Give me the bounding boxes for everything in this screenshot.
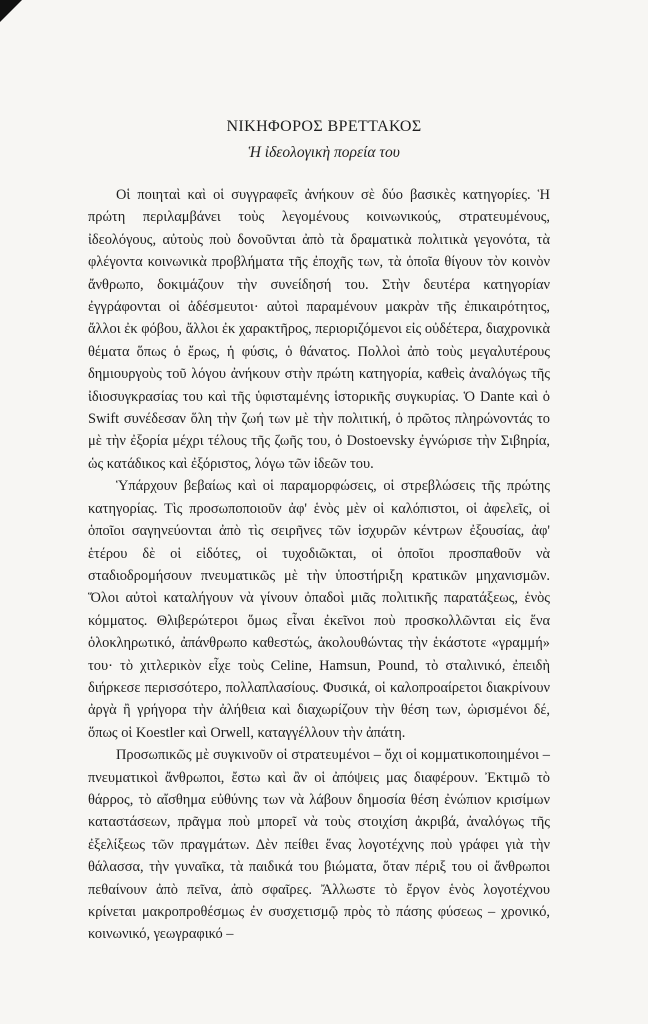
paragraph: Ὑπάρχουν βεβαίως καὶ οἱ παραμορφώσεις, οἱ στρεβλώσεις τῆς πρώτης κατηγορίας. Τὶς προσωποποιοῦν ἀφ' ἑνὸς μὲν οἱ καλόπιστοι, οἱ ἀφελεῖς, οἱ ὁποῖοι σαγηνεύονται ἀπὸ τὶς σειρῆνες τῶν ἰσχυρῶν κέντρων ἐξουσίας, ἀφ' ἑτέρου δὲ οἱ εἰδότες, οἱ τυχοδιῶκται, οἱ ὁποῖοι προσπαθοῦν νὰ σταδιοδρομήσουν πνευματικῶς μὲ τὴν ὑποστήριξη κρατικῶν μηχανισμῶν. Ὅλοι αὐτοὶ καταλήγουν νὰ γίνουν ὀπαδοὶ μιᾶς πολιτικῆς παρατάξεως, ἑνὸς κόμματος. Θλιβερώτεροι ὅμως εἶναι ἐκεῖνοι ποὺ προσκολλῶνται εἰς ἕνα ὁλοκληρωτικό, ἀπάνθρωπο καθεστώς, ἀκολουθώντας τὴν ἑκάστοτε «γραμμή» του· τὸ χιτλερικὸν εἶχε τοὺς Celine, Hamsun, Pound, τὸ σταλινικό, ἐπειδὴ διήρκεσε περισσότερο, πολλαπλασίους. Φυσικά, οἱ καλοπροαίρετοι διακρίνουν ἀργὰ ἢ γρήγορα τὴν ἀλήθεια καὶ διαχωρίζουν τὴν θέση των, ὡρισμένοι δέ, ὅπως οἱ Koestler καὶ Orwell, καταγγέλλουν τὴν ἀπάτη. [88, 478, 550, 741]
paragraph: Οἱ ποιηταὶ καὶ οἱ συγγραφεῖς ἀνήκουν σὲ δύο βασικὲς κατηγορίες. Ἡ πρώτη περιλαμβάνει τοὺς λεγομένους κοινωνικούς, στρατευμένους, ἰδεολόγους, αὐτοὺς ποὺ δονοῦνται ἀπὸ τὰ δραματικὰ πολιτικὰ γεγονότα, τὰ φλέγοντα κοινωνικὰ προβλήματα τῆς ἐποχῆς των, τὰ ὁποῖα θίγουν τὸν κοινὸν ἄνθρωπο, δοκιμάζουν τὴν συνείδησή του. Στὴν δευτέρα κατηγορίαν ἐγγράφονται οἱ ἀδέσμευτοι· αὐτοὶ παραμένουν μακρὰν τῆς ἐπικαιρότητος, ἄλλοι ἐκ φόβου, ἄλλοι ἐκ χαρακτῆρος, περιοριζόμενοι εἰς οὐδέτερα, διαχρονικὰ θέματα ὅπως ὁ ἔρως, ἡ φύσις, ὁ θάνατος. Πολλοὶ ἀπὸ τοὺς μεγαλυτέρους δημιουργοὺς τοῦ λόγου ἀνήκουν στὴν πρώτη κατηγορία, καθεὶς ἀναλόγως τῆς ἰδιοσυγκρασίας του καὶ τῆς ὑφισταμένης ἱστορικῆς συγκυρίας. Ὁ Dante καὶ ὁ Swift συνέδεσαν ὅλη τὴν ζωή των μὲ τὴν πολιτική, ὁ πρῶτος πληρώνοντάς το μὲ τὴν ἐξορία μέχρι τέλους τῆς ζωῆς του, ὁ Dostoevsky ἐγνώρισε τὴν Σιβηρία, ὡς κατάδικος καὶ ἐξόριστος, λόγω τῶν ἰδεῶν του. [88, 187, 550, 472]
chapter-subtitle: Ἡ ἰδεολογικὴ πορεία του [248, 144, 400, 161]
corner-mark [0, 0, 22, 22]
chapter-heading [0, 117, 648, 163]
paragraph: Προσωπικῶς μὲ συγκινοῦν οἱ στρατευμένοι – ὄχι οἱ κομματικοποιημένοι – πνευματικοὶ ἄνθρωποι, ἔστω καὶ ἂν οἱ ἀπόψεις μας διαφέρουν. Ἐκτιμῶ τὸ θάρρος, τὸ αἴσθημα εὐθύνης των νὰ λάβουν δημοσία θέση ἐνώπιον κρισίμων καταστάσεων, πρᾶγμα ποὺ μπορεῖ νὰ τοὺς στοιχίση ἀκριβά, ἀναλόγως τῆς ἐξελίξεως τῶν πραγμάτων. Δὲν πείθει ἕνας λογοτέχνης ποὺ γράφει γιὰ τὴν θάλασσα, τὴν γυναῖκα, τὰ παιδικά του βιώματα, ὅταν πέριξ του οἱ ἄνθρωποι πεθαίνουν ἀπὸ πεῖνα, ἀπὸ σφαῖρες. Ἄλλωστε τὸ ἔργον ἑνὸς λογοτέχνου κρίνεται μακροπροθέσμως ἐν συσχετισμῷ πρὸς τὸ πάσης φύσεως – χρονικό, κοινωνικό, γεωγραφικό – [88, 747, 550, 943]
author-name: ΝΙΚΗΦΟΡΟΣ ΒΡΕΤΤΑΚΟΣ [226, 118, 422, 135]
body-text [88, 184, 550, 946]
